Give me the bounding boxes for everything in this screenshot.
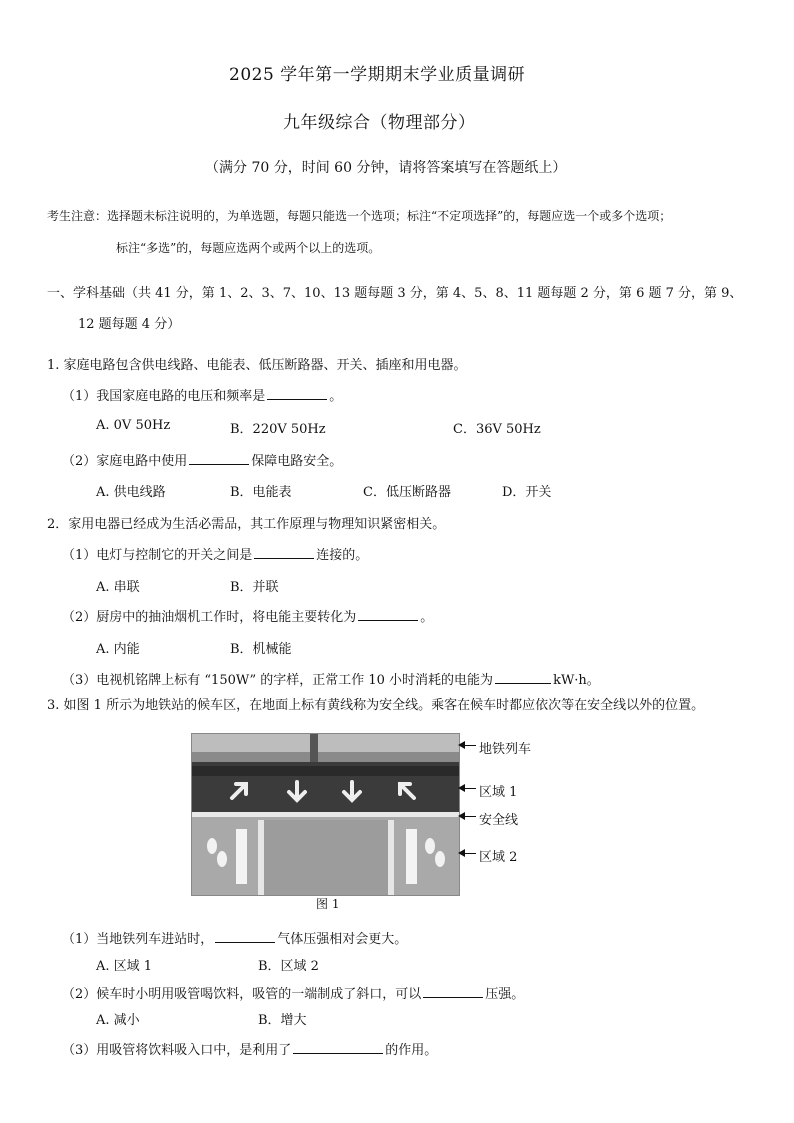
- label-subway-train: 地铁列车: [479, 742, 532, 757]
- q3-sub3: [62, 1039, 437, 1058]
- q2-stem: 2．家用电器已经成为生活必需品，其工作原理与物理知识紧密相关。: [47, 517, 446, 532]
- answer-blank[interactable]: [267, 387, 327, 400]
- q1-sub1: [62, 385, 342, 404]
- callout-line: [464, 745, 476, 746]
- label-safety-line: 安全线: [479, 813, 519, 828]
- q3-sub1-option-a: A. 区域 1: [96, 959, 153, 974]
- q3-sub3-end: 的作用。: [385, 1043, 438, 1058]
- callout-line: [464, 816, 476, 817]
- q3-sub2: [62, 983, 524, 1002]
- answer-blank[interactable]: [215, 930, 275, 943]
- answer-blank[interactable]: [189, 452, 249, 465]
- q2-sub3: [62, 669, 600, 688]
- q1-sub1-option-a: A. 0V 50Hz: [96, 418, 171, 433]
- callout-line: [464, 788, 476, 789]
- q1-sub2-end: 保障电路安全。: [251, 454, 343, 469]
- q3-sub1: [62, 928, 407, 947]
- label-region-1: 区域 1: [479, 785, 518, 800]
- answer-blank[interactable]: [254, 546, 314, 559]
- q2-sub1-text: （1）电灯与控制它的开关之间是: [62, 548, 253, 563]
- q1-sub2-option-c: C．低压断路器: [363, 485, 451, 500]
- q2-sub2-text: （2）厨房中的抽油烟机工作时，将电能主要转化为: [62, 610, 357, 625]
- q3-sub1-end: 气体压强相对会更大。: [277, 932, 408, 947]
- exam-info: （满分 70 分，时间 60 分钟，请将答案填写在答题纸上）: [205, 160, 567, 176]
- q2-sub1: [62, 544, 368, 563]
- q1-sub1-option-c: C．36V 50Hz: [453, 422, 541, 437]
- q1-sub2: [62, 450, 342, 469]
- q3-sub2-end: 压强。: [485, 987, 525, 1002]
- notice-line-2: 标注“多选”的，每题应选两个或两个以上的选项。: [116, 241, 381, 255]
- exam-title: 2025 学年第一学期期末学业质量调研: [229, 65, 526, 85]
- q2-sub2: [62, 606, 433, 625]
- label-region-2: 区域 2: [479, 850, 518, 865]
- answer-blank[interactable]: [495, 671, 551, 684]
- answer-blank[interactable]: [358, 608, 418, 621]
- q1-sub1-end: 。: [329, 389, 343, 404]
- platform-illustration: [192, 734, 459, 895]
- q3-sub3-text: （3）用吸管将饮料吸入口中，是利用了: [62, 1043, 292, 1058]
- q2-sub2-option-b: B．机械能: [230, 642, 292, 657]
- q2-sub1-option-b: B．并联: [230, 580, 279, 595]
- q2-sub3-text: （3）电视机铭牌上标有 “150W” 的字样，正常工作 10 小时消耗的电能为: [62, 673, 494, 688]
- figure-1-caption: 图 1: [316, 897, 340, 911]
- q1-sub1-option-b: B．220V 50Hz: [230, 422, 326, 437]
- q3-sub2-option-a: A. 减小: [96, 1013, 140, 1028]
- q2-sub2-end: 。: [420, 610, 434, 625]
- exam-subtitle: 九年级综合（物理部分）: [283, 113, 476, 133]
- q2-sub3-unit: kW·h。: [553, 673, 600, 688]
- q3-sub1-option-b: B．区域 2: [258, 959, 319, 974]
- q1-stem: 1. 家庭电路包含供电线路、电能表、低压断路器、开关、插座和用电器。: [47, 358, 467, 373]
- answer-blank[interactable]: [423, 985, 483, 998]
- answer-blank[interactable]: [293, 1041, 383, 1054]
- q1-sub2-option-d: D．开关: [502, 485, 552, 500]
- q3-sub1-text: （1）当地铁列车进站时，: [62, 932, 214, 947]
- q1-sub2-option-a: A. 供电线路: [96, 485, 166, 500]
- notice-line-1: 考生注意：选择题未标注说明的，为单选题，每题只能选一个选项；标注“不定项选择”的，每题应选一个或多个选项；: [47, 209, 672, 223]
- section-heading-line-1: 一、学科基础（共 41 分，第 1、2、3、7、10、13 题每题 3 分，第 4、5、8、11 题每题 2 分，第 6 题 7 分，第 9、: [47, 286, 743, 301]
- q1-sub2-option-b: B．电能表: [230, 485, 292, 500]
- q2-sub2-option-a: A. 内能: [96, 642, 140, 657]
- q2-sub1-option-a: A. 串联: [96, 580, 140, 595]
- q3-sub2-text: （2）候车时小明用吸管喝饮料，吸管的一端制成了斜口，可以: [62, 987, 422, 1002]
- q3-sub2-option-b: B．增大: [258, 1013, 307, 1028]
- figure-1-subway-platform-photo: [191, 733, 460, 896]
- q1-sub1-text: （1）我国家庭电路的电压和频率是: [62, 389, 266, 404]
- q1-sub2-text: （2）家庭电路中使用: [62, 454, 188, 469]
- q3-stem: 3. 如图 1 所示为地铁站的候车区，在地面上标有黄线称为安全线。乘客在候车时都应依次等在安全线以外的位置。: [47, 698, 705, 713]
- callout-line: [464, 853, 476, 854]
- q2-sub1-end: 连接的。: [316, 548, 369, 563]
- section-heading-line-2: 12 题每题 4 分）: [78, 317, 181, 332]
